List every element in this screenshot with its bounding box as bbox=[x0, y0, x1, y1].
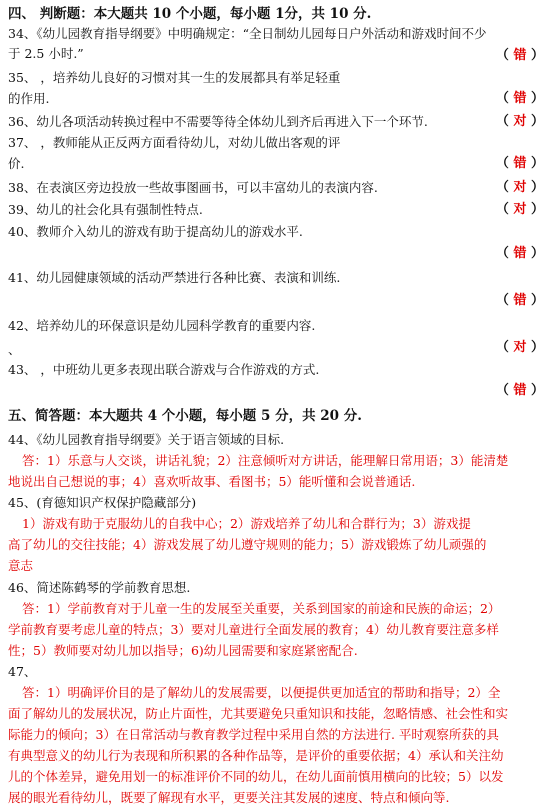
question-42-line-1: 42、培养幼儿的环保意识是幼儿园科学教育的重要内容. bbox=[8, 318, 316, 333]
answer-40: （ 错 ） bbox=[495, 246, 544, 261]
answer-35-value: 错 bbox=[513, 91, 527, 106]
question-38-line-1: 38、在表演区旁边投放一些故事图画书，可以丰富幼儿的表演内容. bbox=[8, 180, 378, 195]
answer-42: （ 对 ） bbox=[495, 340, 544, 355]
question-39-line-1: 39、幼儿的社会化具有强制性特点. bbox=[8, 202, 203, 217]
answer-43-value: 错 bbox=[513, 383, 527, 398]
question-45: 45、(育德知识产权保护隐藏部分) bbox=[8, 495, 197, 510]
answer-34: （ 错 ） bbox=[495, 48, 544, 63]
answer-39-value: 对 bbox=[513, 202, 527, 217]
answer-36: （ 对 ） bbox=[495, 114, 544, 129]
answer-47-line-6: 展的眼光看待幼儿，既要了解现有水平，更要关注其发展的速度、特点和倾向等. bbox=[8, 790, 450, 805]
answer-47-line-4: 有典型意义的幼儿行为表现和所积累的各种作品等，是评价的重要依据；4）承认和关注幼 bbox=[8, 748, 504, 763]
answer-45-line-2: 高了幼儿的交往技能；4）游戏发展了幼儿遵守规则的能力；5）游戏锻炼了幼儿顽强的 bbox=[8, 537, 487, 552]
answer-37-value: 错 bbox=[513, 156, 527, 171]
question-42-line-2: 、 bbox=[8, 342, 21, 357]
answer-43: （ 错 ） bbox=[495, 383, 544, 398]
answer-46-line-2: 学前教育要考虑儿童的特点；3）要对儿童进行全面发展的教育；4）幼儿教育要注意多样 bbox=[8, 622, 499, 637]
question-35-line-1: 35、 ，培养幼儿良好的习惯对其一生的发展都具有举足轻重 bbox=[8, 70, 341, 85]
answer-39: （ 对 ） bbox=[495, 202, 544, 217]
answer-47-line-1: 答：1）明确评价目的是了解幼儿的发展需要，以便提供更加适宜的帮助和指导；2）全 bbox=[22, 685, 501, 700]
question-47: 47、 bbox=[8, 664, 37, 679]
question-37-line-1: 37、 ，教师能从正反两方面看待幼儿，对幼儿做出客观的评 bbox=[8, 135, 341, 150]
answer-40-value: 错 bbox=[513, 246, 527, 261]
question-37-line-2: 价. bbox=[8, 156, 25, 171]
answer-35: （ 错 ） bbox=[495, 91, 544, 106]
question-44: 44、《幼儿园教育指导纲要》关于语言领域的目标. bbox=[8, 432, 285, 447]
question-46: 46、简述陈鹤琴的学前教育思想. bbox=[8, 580, 191, 595]
answer-38-value: 对 bbox=[513, 180, 527, 195]
answer-44-line-1: 答：1）乐意与人交谈，讲话礼貌；2）注意倾听对方讲话，能理解日常用语；3）能清楚 bbox=[22, 453, 509, 468]
answer-46-line-3: 性；5）教师要对幼儿加以指导；6)幼儿园需要和家庭紧密配合. bbox=[8, 643, 358, 658]
answer-45-line-3: 意志 bbox=[8, 558, 34, 573]
answer-34-value: 错 bbox=[513, 48, 527, 63]
answer-47-line-2: 面了解幼儿的发展状况，防止片面性，尤其要避免只重知识和技能，忽略情感、社会性和实 bbox=[8, 706, 509, 721]
answer-41: （ 错 ） bbox=[495, 293, 544, 308]
question-41-line-1: 41、幼儿园健康领域的活动严禁进行各种比赛、表演和训练. bbox=[8, 270, 341, 285]
answer-46-line-1: 答：1）学前教育对于儿童一生的发展至关重要，关系到国家的前途和民族的命运；2） bbox=[22, 601, 501, 616]
answer-47-line-3: 际能力的倾向；3）在日常活动与教育教学过程中采用自然的方法进行. 平时观察所获的具 bbox=[8, 727, 499, 742]
answer-41-value: 错 bbox=[513, 293, 527, 308]
section-short-title: 五、简答题：本大题共 4 个小题，每小题 5 分，共 20 分. bbox=[8, 408, 362, 424]
section-judge-title: 四、 判断题：本大题共 10 个小题，每小题 1分，共 10 分. bbox=[8, 6, 372, 22]
answer-42-value: 对 bbox=[513, 340, 527, 355]
answer-44-line-2: 地说出自己想说的事；4）喜欢听故事、看图书；5）能听懂和会说普通话. bbox=[8, 474, 416, 489]
answer-37: （ 错 ） bbox=[495, 156, 544, 171]
question-35-line-2: 的作用. bbox=[8, 91, 50, 106]
question-34-line-1: 34、《幼儿园教育指导纲要》中明确规定：“全日制幼儿园每日户外活动和游戏时间不少 bbox=[8, 26, 487, 41]
answer-47-line-5: 儿的个体差异，避免用划一的标准评价不同的幼儿，在幼儿面前慎用横向的比较；5）以发 bbox=[8, 769, 504, 784]
answer-38: （ 对 ） bbox=[495, 180, 544, 195]
answer-45-line-1: 1）游戏有助于克服幼儿的自我中心；2）游戏培养了幼儿和合群行为；3）游戏提 bbox=[22, 516, 471, 531]
question-43-line-1: 43、 ，中班幼儿更多表现出联合游戏与合作游戏的方式. bbox=[8, 362, 320, 377]
question-40-line-1: 40、教师介入幼儿的游戏有助于提高幼儿的游戏水平. bbox=[8, 224, 303, 239]
question-34-line-2: 于 2.5 小时.” bbox=[8, 46, 84, 61]
answer-36-value: 对 bbox=[513, 114, 527, 129]
question-36-line-1: 36、幼儿各项活动转换过程中不需要等待全体幼儿到齐后再进入下一个环节. bbox=[8, 114, 428, 129]
